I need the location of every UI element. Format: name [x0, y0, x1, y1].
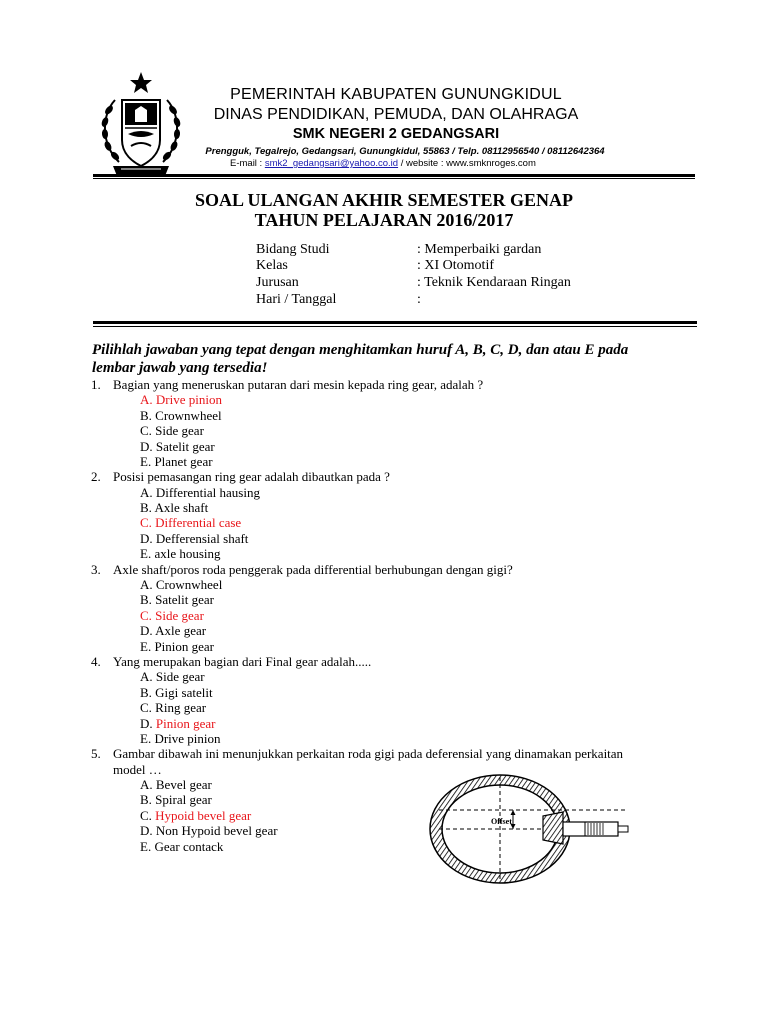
- email-link[interactable]: smk2_gedangsari@yahoo.co.id: [264, 158, 399, 169]
- q1-option-e[interactable]: E. Planet gear: [140, 454, 213, 469]
- q2-option-a[interactable]: A. Differential hausing: [140, 485, 260, 500]
- header-divider-thin: [93, 178, 695, 179]
- info-label-major: Jurusan: [256, 275, 299, 290]
- info-value-date: :: [417, 292, 421, 307]
- q5-option-b[interactable]: B. Spiral gear: [140, 792, 212, 807]
- question-text: Yang merupakan bagian dari Final gear adalah.....: [113, 654, 372, 669]
- option-text: Pinion gear: [155, 716, 216, 731]
- email-prefix: E-mail :: [230, 158, 265, 169]
- exam-year: TAHUN PELAJARAN 2016/2017: [254, 210, 514, 230]
- question-number: 2.: [91, 469, 101, 484]
- q1-option-b[interactable]: B. Crownwheel: [140, 408, 222, 423]
- instructions: Pilihlah jawaban yang tepat dengan menghitamkan huruf A, B, C, D, dan atau E pada lembar jawab yang tersedia!: [92, 342, 629, 376]
- info-value-major: : Teknik Kendaraan Ringan: [417, 275, 571, 290]
- q3-option-e[interactable]: E. Pinion gear: [140, 639, 215, 654]
- question-text: Gambar dibawah ini menunjukkan perkaitan roda gigi pada deferensial yang dinamakan perkaitan: [113, 746, 624, 761]
- header-department: DINAS PENDIDIKAN, PEMUDA, DAN OLAHRAGA: [213, 106, 579, 123]
- question-3: [91, 562, 691, 577]
- question-text: Axle shaft/poros roda penggerak pada differential berhubungan dengan gigi?: [113, 562, 513, 577]
- info-label-class: Kelas: [256, 258, 288, 273]
- q5-option-c[interactable]: [140, 808, 251, 823]
- gunungkidul-crest-logo: [95, 70, 187, 180]
- header-contact: [230, 158, 580, 169]
- q4-option-d[interactable]: [140, 716, 215, 731]
- q4-option-a[interactable]: A. Side gear: [140, 669, 205, 684]
- option-text: Hypoid bevel gear: [155, 808, 252, 823]
- q1-option-a[interactable]: A. Drive pinion: [140, 392, 222, 407]
- header-address: Prengguk, Tegalrejo, Gedangsari, Gunungkidul, 55863 / Telp. 08112956540 / 08112642364: [205, 146, 605, 157]
- question-number: 5.: [91, 746, 101, 761]
- q2-option-d[interactable]: D. Defferensial shaft: [140, 531, 249, 546]
- q2-option-c[interactable]: C. Differential case: [140, 515, 242, 530]
- option-letter: C.: [140, 808, 156, 823]
- info-divider-thin: [93, 326, 697, 327]
- q1-option-d[interactable]: D. Satelit gear: [140, 439, 215, 454]
- offset-label: Offset: [491, 817, 512, 826]
- header-school-name: SMK NEGERI 2 GEDANGSARI: [292, 126, 500, 142]
- header-government: PEMERINTAH KABUPATEN GUNUNGKIDUL: [230, 86, 562, 103]
- question-2: [91, 469, 691, 484]
- exam-title: SOAL ULANGAN AKHIR SEMESTER GENAP: [194, 190, 574, 210]
- question-4: [91, 654, 691, 669]
- q3-option-a[interactable]: A. Crownwheel: [140, 577, 223, 592]
- q4-option-b[interactable]: B. Gigi satelit: [140, 685, 213, 700]
- info-value-subject: : Memperbaiki gardan: [417, 242, 542, 257]
- website-text: / website : www.smknroges.com: [398, 158, 536, 169]
- info-label-date: Hari / Tanggal: [256, 292, 337, 307]
- q5-option-e[interactable]: E. Gear contack: [140, 839, 224, 854]
- question-text: Posisi pemasangan ring gear adalah dibautkan pada ?: [113, 469, 390, 484]
- q5-option-a[interactable]: A. Bevel gear: [140, 777, 212, 792]
- question-1: [91, 377, 691, 392]
- question-5: [91, 746, 691, 761]
- q3-option-d[interactable]: D. Axle gear: [140, 623, 207, 638]
- question-5-continued: model …: [113, 762, 162, 777]
- q4-option-c[interactable]: C. Ring gear: [140, 700, 207, 715]
- info-divider-thick: [93, 321, 697, 324]
- question-number: 4.: [91, 654, 101, 669]
- info-label-subject: Bidang Studi: [256, 242, 330, 257]
- question-text: Bagian yang meneruskan putaran dari mesin kepada ring gear, adalah ?: [113, 377, 484, 392]
- q4-option-e[interactable]: E. Drive pinion: [140, 731, 221, 746]
- q3-option-c[interactable]: C. Side gear: [140, 608, 204, 623]
- info-value-class: : XI Otomotif: [417, 258, 494, 273]
- q5-option-d[interactable]: D. Non Hypoid bevel gear: [140, 823, 278, 838]
- hypoid-gear-figure: [425, 772, 635, 887]
- question-number: 1.: [91, 377, 101, 392]
- q1-option-c[interactable]: C. Side gear: [140, 423, 204, 438]
- question-number: 3.: [91, 562, 101, 577]
- q3-option-b[interactable]: B. Satelit gear: [140, 592, 215, 607]
- header-divider-thick: [93, 174, 695, 177]
- q2-option-b[interactable]: B. Axle shaft: [140, 500, 209, 515]
- q2-option-e[interactable]: E. axle housing: [140, 546, 221, 561]
- option-letter: D.: [140, 716, 156, 731]
